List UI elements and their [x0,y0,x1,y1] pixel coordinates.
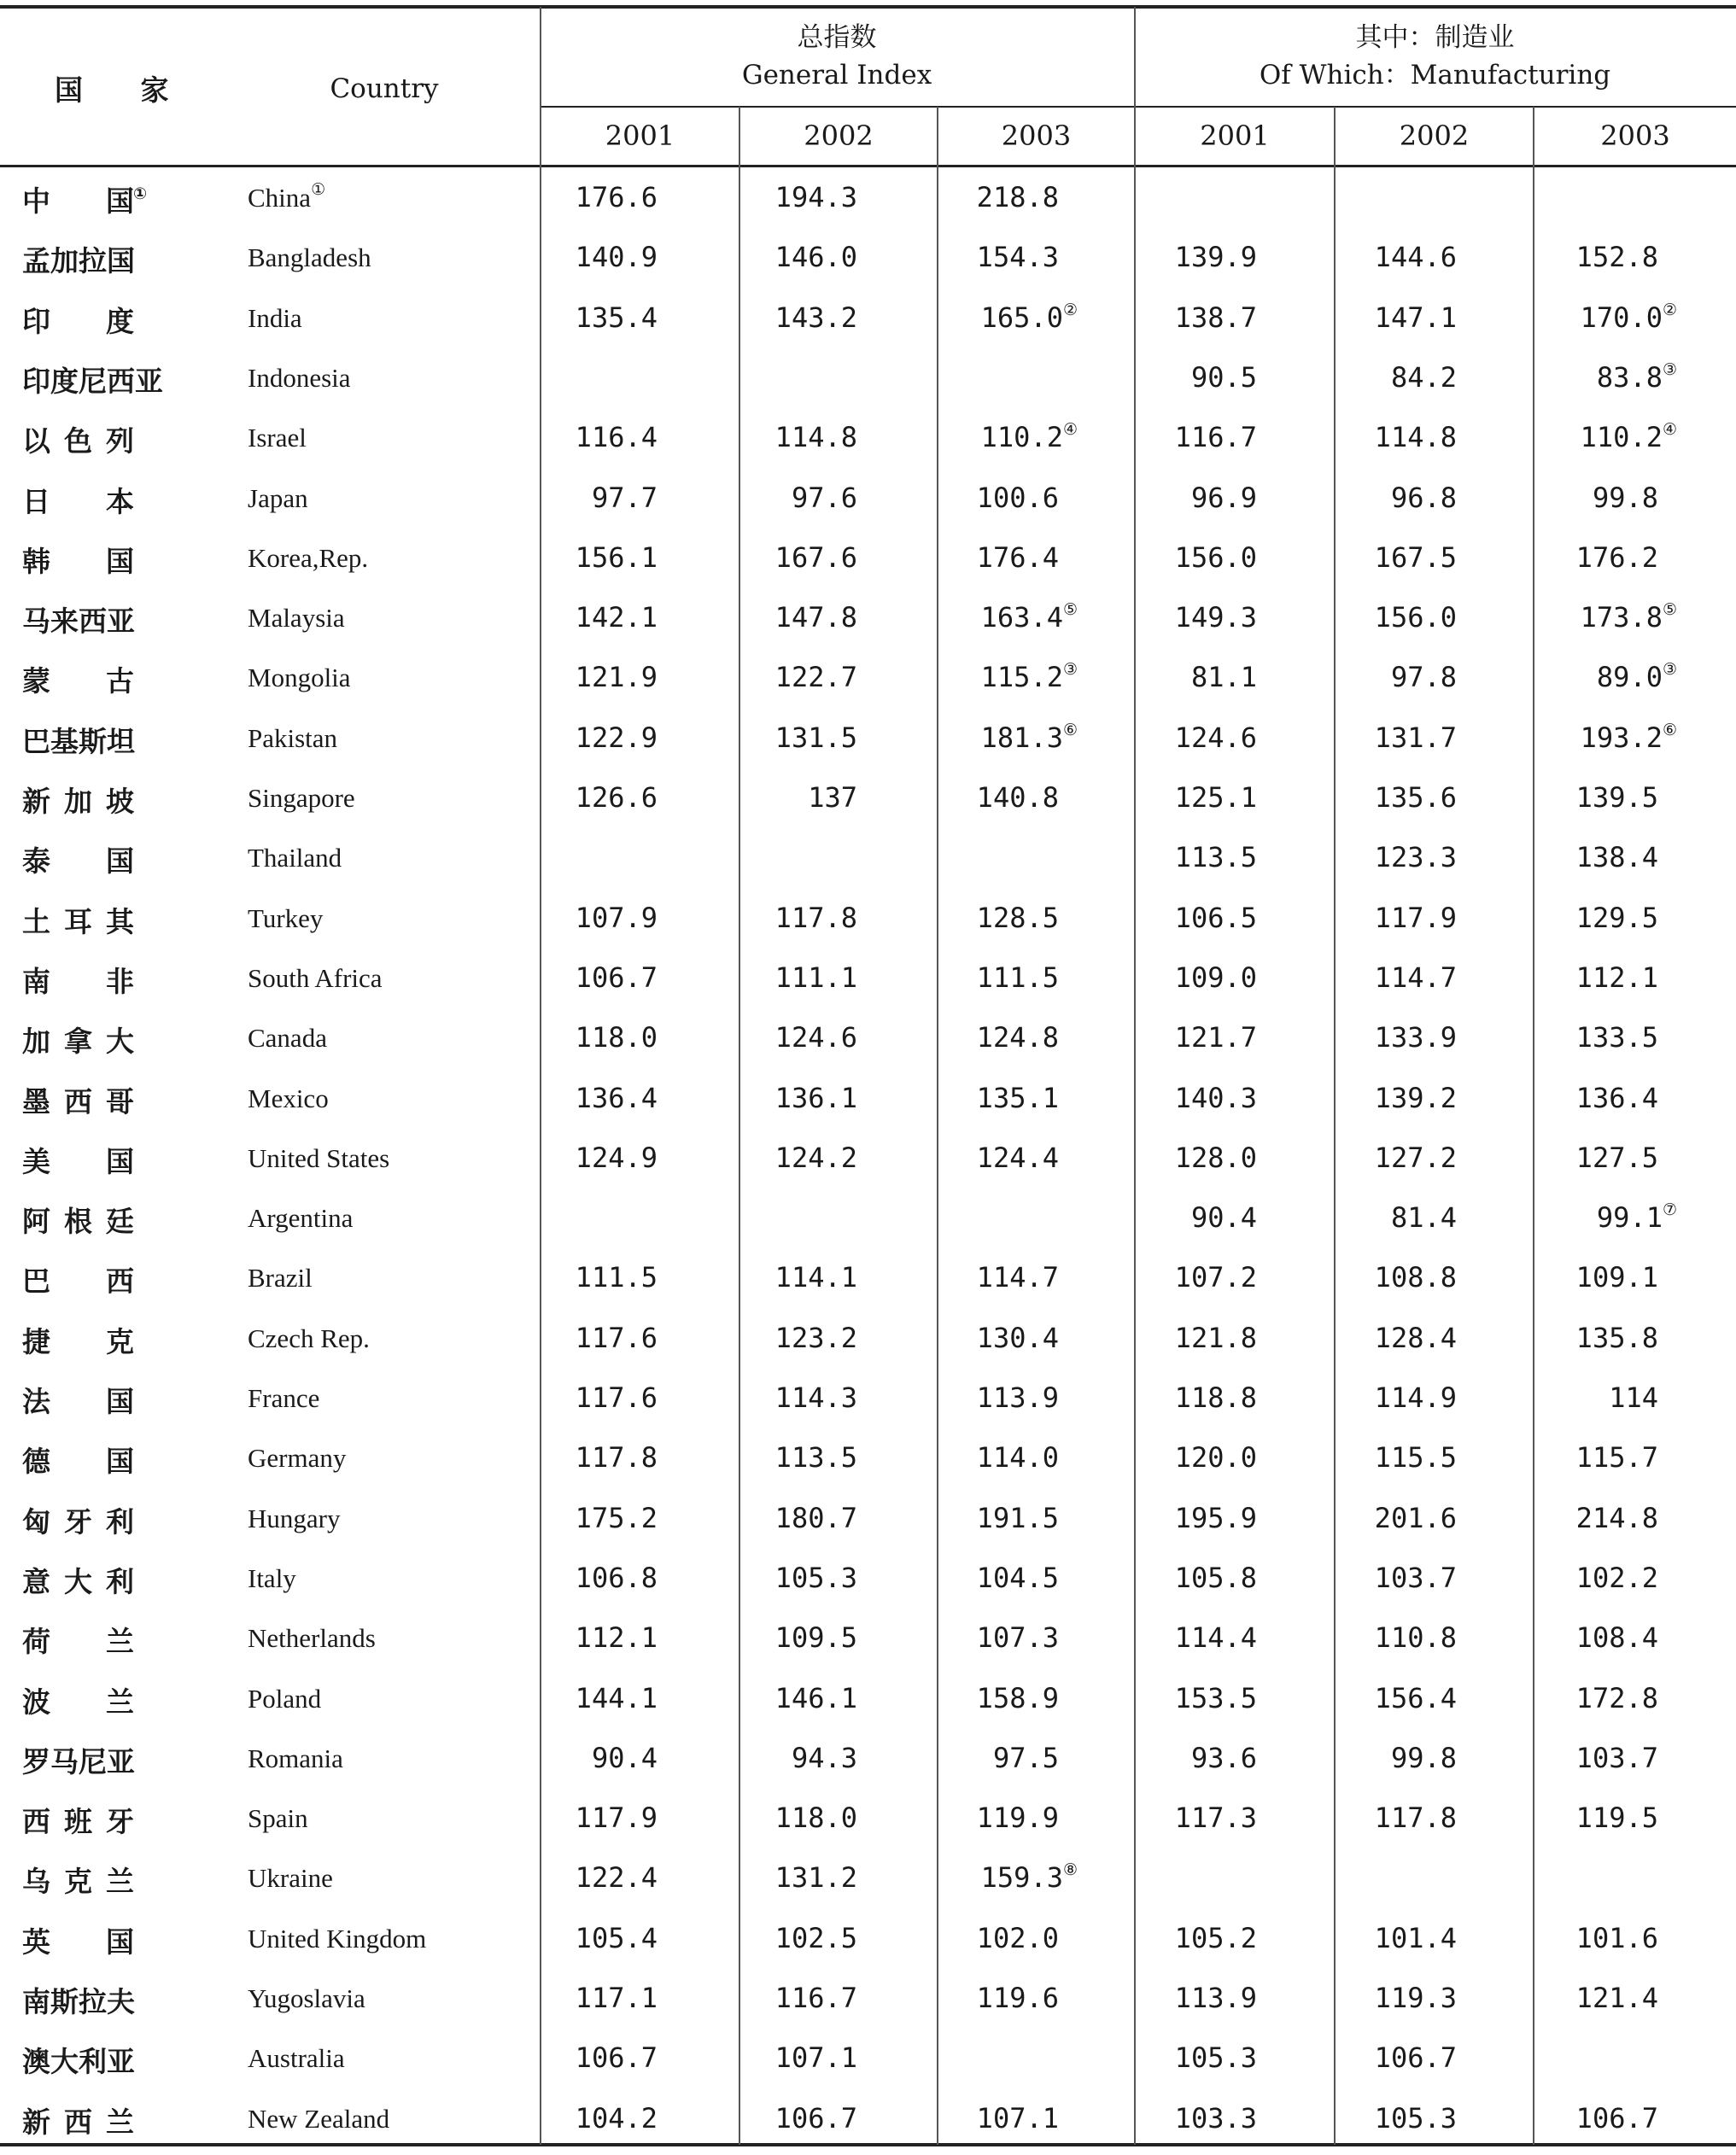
index-value: 153.5 [1174,1681,1257,1714]
index-value: 146.0 [774,241,857,274]
index-value: 106.5 [1174,901,1257,934]
index-value: 93.6 [1190,1741,1257,1774]
index-value: 103.7 [1374,1561,1457,1594]
index-value: 172.8 [1575,1681,1658,1714]
index-value: 152.8 [1575,241,1658,274]
index-value: 126.6 [575,781,658,814]
index-value: 117.6 [575,1381,658,1414]
index-value: 158.9 [976,1681,1059,1714]
index-value: 121.4 [1575,1982,1658,2014]
index-value: 156.4 [1374,1681,1457,1714]
index-value: 114.1 [774,1261,857,1294]
index-value: 135.6 [1374,781,1457,814]
country-name-en: Malaysia [248,603,345,634]
index-value: 140.8 [976,781,1059,814]
country-name-en: Indonesia [248,362,351,393]
year-header: 2001 [1200,120,1270,152]
index-value: 114 [1609,1381,1658,1414]
year-header: 2003 [1600,120,1670,152]
index-value: 121.8 [1174,1321,1257,1354]
index-value: 180.7 [774,1501,857,1534]
index-value: 109.1 [1575,1261,1658,1294]
table-row [0,2035,1736,2094]
table-row [0,1375,1736,1434]
index-value: 111.5 [575,1261,658,1294]
index-value: 108.4 [1575,1621,1658,1655]
table-row [0,1675,1736,1735]
index-value: 214.8 [1575,1501,1658,1534]
index-value: 117.8 [1374,1802,1457,1835]
country-name-cn: 西 班 牙 [22,1805,134,1839]
country-name-en: Romania [248,1743,343,1773]
index-value: 97.8 [1390,661,1457,694]
table-row [0,834,1736,894]
index-value: 117.3 [1174,1802,1257,1835]
header-manufacturing-en: Of Which：Manufacturing [1259,60,1611,91]
index-value: 117.8 [774,901,857,934]
country-name-cn: 南斯拉夫 [22,1985,135,2018]
country-name-en: India [248,302,302,333]
index-value: 139.9 [1174,241,1257,274]
country-name-cn: 意 大 利 [22,1564,134,1598]
index-value: 101.4 [1374,1921,1457,1954]
index-value: 124.8 [976,1021,1059,1054]
index-value: 100.6 [976,481,1059,514]
index-value: 175.2 [575,1501,658,1534]
table-row [0,1315,1736,1375]
index-value: 106.7 [1374,2041,1457,2075]
index-value: 110.2④ [980,420,1078,454]
country-name-en: China① [248,180,326,213]
index-value: 105.3 [774,1561,857,1594]
index-value: 103.3 [1174,2101,1257,2135]
index-value: 106.7 [575,2041,658,2075]
index-value: 156.0 [1174,540,1257,574]
index-value: 131.5 [774,721,857,754]
country-name-en: France [248,1383,320,1413]
table-row [0,1254,1736,1314]
index-value: 181.3⑥ [980,720,1078,754]
index-value: 140.9 [575,241,658,274]
country-name-cn: 加 拿 大 [22,1025,134,1059]
country-name-cn: 波 兰 [22,1685,134,1719]
index-value: 124.6 [1174,721,1257,754]
index-value: 127.2 [1374,1141,1457,1174]
index-value: 90.5 [1190,360,1257,394]
country-name-en: Thailand [248,843,342,873]
index-value: 104.5 [976,1561,1059,1594]
country-name-en: Singapore [248,783,355,813]
country-name-cn: 巴 西 [22,1264,134,1299]
country-name-cn: 巴基斯坦 [22,724,135,758]
index-value: 146.1 [774,1681,857,1714]
index-value: 97.5 [992,1741,1059,1774]
index-value: 193.2⑥ [1580,720,1677,754]
index-value: 147.1 [1374,301,1457,334]
country-name-cn: 泰 国 [22,844,134,879]
table-row [0,1075,1736,1135]
year-header: 2002 [1399,120,1470,152]
country-name-cn: 印 度 [22,304,134,338]
header-bottom-rule [0,165,1736,167]
country-name-en: Poland [248,1683,322,1714]
index-value: 99.8 [1592,481,1658,514]
index-value: 107.1 [774,2041,857,2075]
index-value: 118.0 [774,1802,857,1835]
country-name-cn: 捷 克 [22,1324,134,1358]
index-value: 81.4 [1390,1201,1457,1235]
index-value: 107.9 [575,901,658,934]
country-name-cn: 以 色 列 [22,424,134,458]
table-row [0,1555,1736,1615]
country-name-en: Mongolia [248,663,351,693]
table-row [0,895,1736,955]
country-name-en: United Kingdom [248,1923,427,1954]
index-value: 107.3 [976,1621,1059,1655]
index-value: 110.2④ [1580,420,1677,454]
table-row [0,2095,1736,2155]
index-value: 122.4 [575,1861,658,1895]
index-value: 114.0 [976,1441,1059,1475]
table-row [0,354,1736,414]
index-value: 99.1⑦ [1596,1200,1677,1235]
index-value: 109.5 [774,1621,857,1655]
table-row [0,1194,1736,1254]
year-header: 2002 [804,120,874,152]
country-name-en: Japan [248,482,308,513]
index-value: 136.4 [1575,1081,1658,1114]
index-value: 110.8 [1374,1621,1457,1655]
index-value: 120.0 [1174,1441,1257,1475]
index-value: 103.7 [1575,1741,1658,1774]
index-value: 118.8 [1174,1381,1257,1414]
index-value: 138.7 [1174,301,1257,334]
index-value: 117.1 [575,1982,658,2014]
index-value: 119.3 [1374,1982,1457,2014]
index-value: 112.1 [1575,961,1658,994]
country-name-cn: 墨 西 哥 [22,1084,134,1118]
index-value: 143.2 [774,301,857,334]
index-value: 114.8 [1374,421,1457,454]
index-value: 107.1 [976,2101,1059,2135]
index-value: 218.8 [976,181,1059,213]
table-row [0,1135,1736,1194]
index-value: 135.8 [1575,1321,1658,1354]
table-row [0,1615,1736,1674]
country-name-cn: 美 国 [22,1144,134,1178]
table-row [0,1915,1736,1975]
index-value: 102.2 [1575,1561,1658,1594]
table-row [0,1854,1736,1914]
table-row [0,414,1736,474]
index-value: 114.7 [976,1261,1059,1294]
index-value: 101.6 [1575,1921,1658,1954]
index-value: 104.2 [575,2101,658,2135]
country-name-en: Israel [248,423,307,453]
country-name-en: Australia [248,2043,345,2074]
index-value: 139.2 [1374,1081,1457,1114]
index-value: 176.6 [575,181,658,213]
country-name-cn: 新 加 坡 [22,785,134,818]
index-value: 147.8 [774,601,857,634]
index-value: 90.4 [1190,1201,1257,1235]
index-value: 116.4 [575,421,658,454]
index-value: 137 [808,781,857,814]
country-name-en: Brazil [248,1263,313,1294]
index-value: 117.9 [1374,901,1457,934]
index-value: 114.7 [1374,961,1457,994]
country-name-en: Italy [248,1562,296,1593]
index-value: 114.3 [774,1381,857,1414]
index-value: 167.6 [774,540,857,574]
country-name-en: Czech Rep. [248,1323,370,1353]
country-name-cn: 罗马尼亚 [22,1744,135,1778]
index-value: 81.1 [1190,661,1257,694]
index-value: 140.3 [1174,1081,1257,1114]
index-value: 159.3⑧ [980,1860,1078,1895]
index-value: 83.8③ [1596,359,1677,394]
index-value: 144.1 [575,1681,658,1714]
index-value: 119.6 [976,1982,1059,2014]
index-value: 97.6 [791,481,857,514]
index-value: 111.5 [976,961,1059,994]
index-value: 102.5 [774,1921,857,1954]
country-name-cn: 马来西亚 [22,604,135,639]
table-row [0,715,1736,774]
index-value: 89.0③ [1596,660,1677,694]
index-value: 135.4 [575,301,658,334]
index-value: 118.0 [575,1021,658,1054]
index-value: 84.2 [1390,360,1457,394]
country-name-cn: 法 国 [22,1385,134,1418]
country-name-cn: 澳大利亚 [22,2045,135,2079]
index-value: 194.3 [774,181,857,213]
header-manufacturing-cn: 其中：制造业 [1355,22,1515,53]
country-name-en: Korea,Rep. [248,542,369,573]
index-value: 144.6 [1374,241,1457,274]
index-value: 124.4 [976,1141,1059,1174]
country-name-en: United States [248,1142,390,1173]
year-header: 2001 [605,120,675,152]
index-value: 191.5 [976,1501,1059,1534]
country-name-en: Canada [248,1023,327,1054]
index-value: 99.8 [1390,1741,1457,1774]
table-row [0,1735,1736,1795]
index-value: 138.4 [1575,841,1658,874]
country-name-en: Hungary [248,1503,341,1533]
index-value: 105.8 [1174,1561,1257,1594]
country-name-en: Germany [248,1443,347,1474]
index-value: 130.4 [976,1321,1059,1354]
index-value: 116.7 [774,1982,857,2014]
table-row [0,774,1736,834]
index-value: 131.7 [1374,721,1457,754]
index-value: 128.4 [1374,1321,1457,1354]
index-value: 173.8⑤ [1580,600,1677,634]
index-value: 124.6 [774,1021,857,1054]
index-value: 142.1 [575,601,658,634]
table-row [0,1795,1736,1854]
country-name-cn: 韩 国 [22,544,134,578]
index-value: 129.5 [1575,901,1658,934]
index-value: 139.5 [1575,781,1658,814]
index-value: 135.1 [976,1081,1059,1114]
index-value: 117.6 [575,1321,658,1354]
country-name-en: New Zealand [248,2103,390,2134]
country-name-cn: 孟加拉国 [22,244,135,278]
index-value: 108.8 [1374,1261,1457,1294]
index-value: 111.1 [774,961,857,994]
table-row [0,1434,1736,1494]
index-value: 128.0 [1174,1141,1257,1174]
index-value: 90.4 [591,1741,658,1774]
index-value: 105.3 [1174,2041,1257,2075]
index-value: 133.5 [1575,1021,1658,1054]
country-name-en: Netherlands [248,1623,376,1654]
country-name-cn: 土 耳 其 [22,904,134,938]
header-country-en: Country [330,73,439,104]
index-value: 119.9 [976,1802,1059,1835]
index-value: 154.3 [976,241,1059,274]
index-value: 156.0 [1374,601,1457,634]
country-name-cn: 蒙 古 [22,664,134,698]
index-value: 102.0 [976,1921,1059,1954]
table-row [0,234,1736,294]
table-row [0,955,1736,1014]
index-value: 115.7 [1575,1441,1658,1475]
index-value: 109.0 [1174,961,1257,994]
index-value: 125.1 [1174,781,1257,814]
index-value: 106.7 [774,2101,857,2135]
index-value: 114.4 [1174,1621,1257,1655]
country-name-en: Yugoslavia [248,1983,365,2013]
index-value: 117.9 [575,1802,658,1835]
index-value: 133.9 [1374,1021,1457,1054]
country-name-en: Bangladesh [248,242,371,273]
table-row [0,1975,1736,2035]
table-row [0,594,1736,654]
index-value: 106.7 [575,961,658,994]
group-rule [540,106,1736,108]
index-value: 127.5 [1575,1141,1658,1174]
country-name-en: Turkey [248,902,324,933]
country-name-cn: 印度尼西亚 [22,364,163,398]
index-value: 114.9 [1374,1381,1457,1414]
country-name-en: South Africa [248,962,383,993]
index-value: 176.4 [976,540,1059,574]
index-value: 136.1 [774,1081,857,1114]
index-value: 156.1 [575,540,658,574]
table-row [0,1014,1736,1074]
country-name-cn: 新 西 兰 [22,2105,134,2139]
index-value: 167.5 [1374,540,1457,574]
index-value: 131.2 [774,1861,857,1895]
index-value: 113.9 [976,1381,1059,1414]
country-name-cn: 日 本 [22,484,134,518]
index-value: 94.3 [791,1741,857,1774]
index-value: 116.7 [1174,421,1257,454]
index-value: 149.3 [1174,601,1257,634]
table-row [0,295,1736,354]
country-name-en: Mexico [248,1083,329,1113]
index-value: 123.2 [774,1321,857,1354]
table-row [0,654,1736,714]
country-name-cn: 乌 克 兰 [22,1865,134,1899]
index-value: 117.8 [575,1441,658,1475]
index-value: 114.8 [774,421,857,454]
index-value: 195.9 [1174,1501,1257,1534]
index-value: 170.0② [1580,300,1677,334]
top-rule [0,5,1736,9]
country-name-cn: 英 国 [22,1924,134,1959]
index-value: 107.2 [1174,1261,1257,1294]
country-name-cn: 南 非 [22,964,134,998]
index-value: 163.4⑤ [980,600,1078,634]
header-general-en: General Index [741,60,932,91]
header-country-cn: 国 家 [55,73,193,107]
country-name-cn: 德 国 [22,1445,134,1479]
index-value: 176.2 [1575,540,1658,574]
index-value: 105.3 [1374,2101,1457,2135]
index-value: 124.9 [575,1141,658,1174]
index-value: 113.9 [1174,1982,1257,2014]
index-value: 96.9 [1190,481,1257,514]
index-value: 201.6 [1374,1501,1457,1534]
country-name-en: Spain [248,1803,308,1834]
index-value: 119.5 [1575,1802,1658,1835]
index-value: 123.3 [1374,841,1457,874]
header-general-cn: 总指数 [797,22,877,53]
year-header: 2003 [1001,120,1072,152]
country-name-cn: 荷 兰 [22,1625,134,1659]
index-value: 112.1 [575,1621,658,1655]
index-value: 115.2③ [980,660,1078,694]
table-row [0,534,1736,594]
index-value: 97.7 [591,481,658,514]
country-name-cn: 匈 牙 利 [22,1504,134,1539]
index-value: 122.9 [575,721,658,754]
country-name-en: Pakistan [248,722,338,753]
country-name-en: Argentina [248,1203,354,1234]
country-name-cn: 中 国① [22,184,148,218]
index-value: 96.8 [1390,481,1457,514]
index-value: 115.5 [1374,1441,1457,1475]
index-value: 122.7 [774,661,857,694]
index-value: 105.2 [1174,1921,1257,1954]
table-row [0,475,1736,534]
index-value: 113.5 [1174,841,1257,874]
index-value: 113.5 [774,1441,857,1475]
index-value: 106.8 [575,1561,658,1594]
index-value: 105.4 [575,1921,658,1954]
table-row [0,174,1736,234]
index-value: 124.2 [774,1141,857,1174]
index-value: 121.9 [575,661,658,694]
index-value: 106.7 [1575,2101,1658,2135]
index-value: 136.4 [575,1081,658,1114]
index-value: 165.0② [980,300,1078,334]
country-name-en: Ukraine [248,1863,333,1894]
index-value: 121.7 [1174,1021,1257,1054]
table-row [0,1495,1736,1555]
index-value: 128.5 [976,901,1059,934]
country-name-cn: 阿 根 廷 [22,1205,134,1239]
